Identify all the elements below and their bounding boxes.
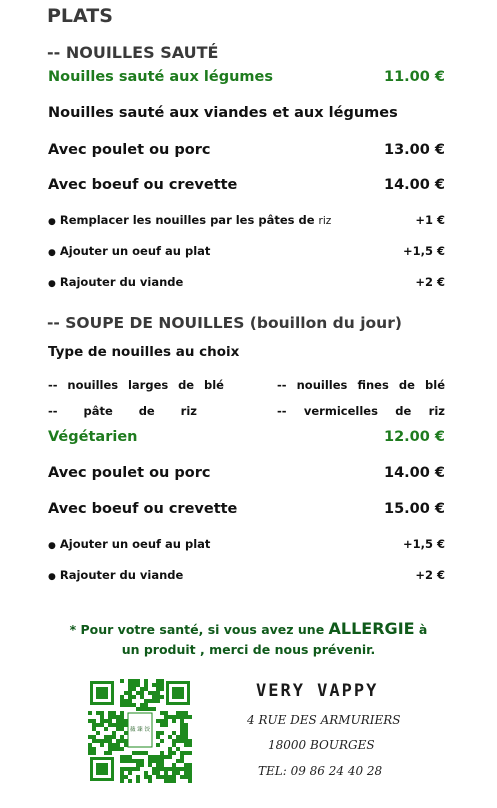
choice-word: -- <box>48 404 58 418</box>
choice-word: riz <box>428 404 445 418</box>
extra-item <box>48 537 210 551</box>
noodle-choice <box>48 404 197 418</box>
noodle-choice <box>48 378 224 392</box>
extra-item-price: +2 € <box>415 275 445 289</box>
bullet-icon: ● <box>48 572 56 582</box>
extra-item <box>48 213 331 227</box>
choice-word: de <box>398 378 415 392</box>
qr-code <box>88 679 192 783</box>
menu-item-price: 13.00 € <box>383 142 445 158</box>
bullet-icon: ● <box>48 217 56 227</box>
qr-logo-text: 薇 臻 饺 <box>130 727 150 733</box>
choice-word: nouilles <box>67 378 119 392</box>
choice-word: pâte <box>83 404 113 418</box>
restaurant-address: 4 RUE DES ARMURIERS <box>247 713 401 727</box>
restaurant-name: VERY VAPPY <box>256 681 379 701</box>
choice-word: blé <box>425 378 445 392</box>
extra-item-label: Ajouter un oeuf au plat <box>59 244 211 258</box>
extra-item <box>48 244 210 258</box>
allergy-highlight: ALLERGIE <box>328 619 415 638</box>
section-heading-note: (bouillon du jour) <box>244 314 402 332</box>
menu-item-price: 12.00 € <box>383 429 445 445</box>
choice-word: -- <box>277 404 287 418</box>
extra-item-price: +1,5 € <box>402 244 445 258</box>
allergy-line-2: un produit , merci de nous prévenir. <box>121 642 376 657</box>
choice-word: -- <box>48 378 58 392</box>
allergy-text: à <box>414 622 428 637</box>
extra-item <box>48 568 183 582</box>
choice-word: de <box>395 404 412 418</box>
allergy-line-1 <box>0 619 497 640</box>
section-subtitle: Type de nouilles au choix <box>48 344 240 360</box>
choice-word: riz <box>180 404 197 418</box>
extra-item-label: Rajouter du viande <box>59 568 184 582</box>
extra-item-label: Remplacer les nouilles par les pâtes de <box>59 213 319 227</box>
section-heading-nouilles-saute: -- NOUILLES SAUTÉ <box>47 43 219 62</box>
page-title: PLATS <box>47 5 113 27</box>
choice-word: blé <box>203 378 224 392</box>
section-heading-main: -- SOUPE DE NOUILLES <box>47 314 245 332</box>
bullet-icon: ● <box>48 541 56 551</box>
choice-word: de <box>138 404 155 418</box>
section-subtitle: Nouilles sauté aux viandes et aux légumes <box>48 105 398 121</box>
extra-item-price: +1 € <box>415 213 445 227</box>
menu-item-price: 15.00 € <box>383 501 445 517</box>
extra-item-price: +2 € <box>415 568 445 582</box>
extra-item-label: Ajouter un oeuf au plat <box>59 537 211 551</box>
menu-item-name: Nouilles sauté aux légumes <box>48 69 273 85</box>
menu-item-name: Avec boeuf ou crevette <box>48 177 238 193</box>
menu-item-name: Végétarien <box>48 429 138 445</box>
menu-item-name: Avec poulet ou porc <box>48 465 211 481</box>
menu-item-name: Avec poulet ou porc <box>48 142 211 158</box>
allergy-note <box>0 619 497 660</box>
extra-item-label: Rajouter du viande <box>59 275 184 289</box>
noodle-choice <box>277 404 445 418</box>
choice-word: de <box>178 378 195 392</box>
restaurant-city: 18000 BOURGES <box>268 738 375 752</box>
extra-item <box>48 275 183 289</box>
choice-word: vermicelles <box>303 404 378 418</box>
bullet-icon: ● <box>48 248 56 258</box>
choice-word: larges <box>127 378 169 392</box>
bullet-icon: ● <box>48 279 56 289</box>
menu-item-price: 14.00 € <box>383 465 445 481</box>
extra-item-price: +1,5 € <box>402 537 445 551</box>
menu-item-price: 14.00 € <box>383 177 445 193</box>
menu-item-price: 11.00 € <box>383 69 445 85</box>
restaurant-phone: TEL: 09 86 24 40 28 <box>258 764 383 778</box>
choice-word: -- <box>277 378 287 392</box>
allergy-text: * Pour votre santé, si vous avez une <box>69 622 329 637</box>
choice-word: nouilles <box>296 378 348 392</box>
extra-item-label-tail: riz <box>318 215 332 227</box>
noodle-choice <box>277 378 445 392</box>
choice-word: fines <box>357 378 389 392</box>
section-heading-soupe <box>47 314 402 332</box>
menu-item-name: Avec boeuf ou crevette <box>48 501 238 517</box>
